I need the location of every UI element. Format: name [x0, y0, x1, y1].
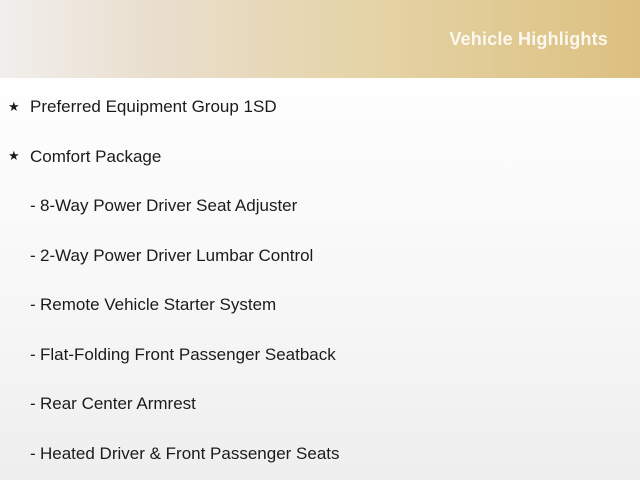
item-label: Flat-Folding Front Passenger Seatback: [40, 344, 336, 364]
dash-marker: -: [30, 443, 36, 463]
dash-marker: -: [30, 245, 36, 265]
dash-marker: -: [30, 394, 36, 414]
dash-marker: -: [30, 196, 36, 216]
item-label: Heated Driver & Front Passenger Seats: [40, 443, 340, 463]
highlight-item: [0, 132, 640, 182]
item-label: Remote Vehicle Starter System: [40, 295, 277, 315]
item-label: Preferred Equipment Group 1SD: [30, 97, 277, 117]
highlight-subitem: [0, 181, 640, 231]
dash-marker: -: [30, 295, 36, 315]
highlight-subitem: [0, 231, 640, 281]
highlights-list: [0, 82, 640, 478]
dash-marker: -: [30, 344, 36, 364]
item-label: Rear Center Armrest: [40, 394, 196, 414]
highlight-subitem: [0, 280, 640, 330]
highlight-item: [0, 82, 640, 132]
star-icon: ★: [8, 98, 20, 114]
section-title: Vehicle Highlights: [449, 28, 608, 49]
item-label: Comfort Package: [30, 146, 162, 166]
highlights-content: [0, 78, 640, 480]
item-label: 2-Way Power Driver Lumbar Control: [40, 245, 314, 265]
highlight-subitem: [0, 429, 640, 479]
star-icon: ★: [8, 148, 20, 164]
highlight-subitem: [0, 330, 640, 380]
section-header: [0, 0, 640, 78]
highlight-subitem: [0, 379, 640, 429]
item-label: 8-Way Power Driver Seat Adjuster: [40, 196, 298, 216]
